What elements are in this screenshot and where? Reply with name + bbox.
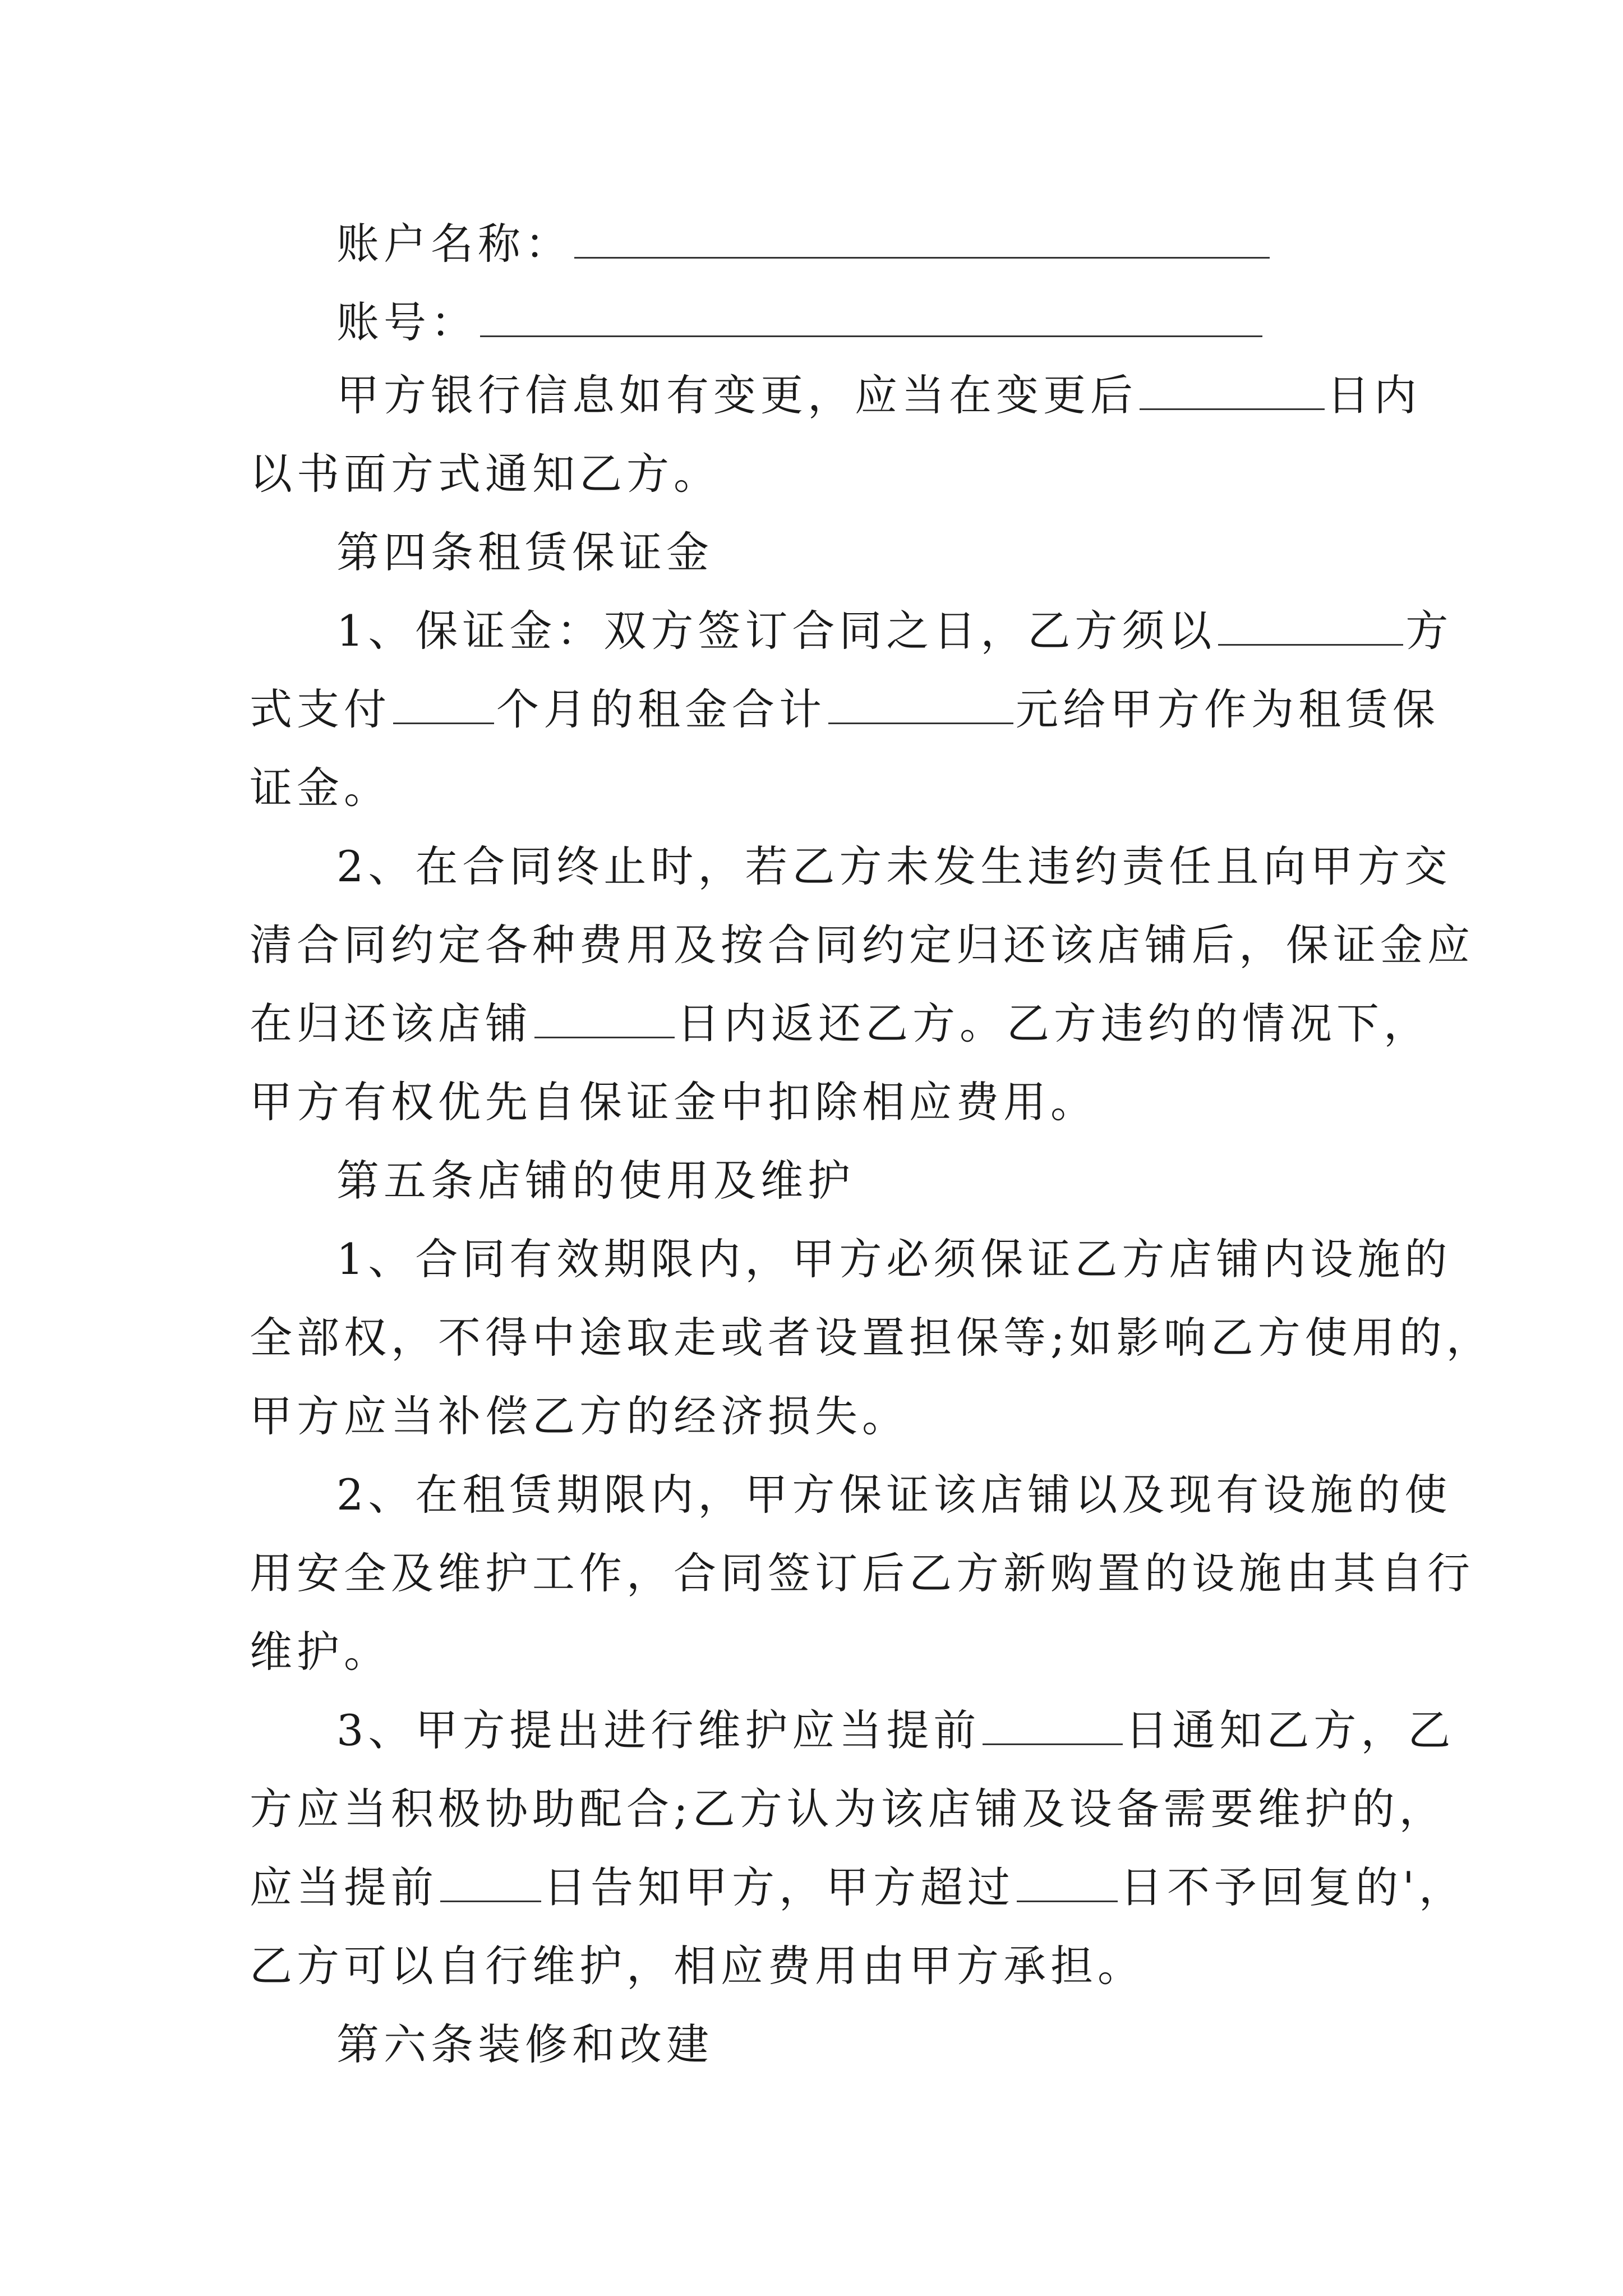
account-name-line [0, 205, 1623, 283]
use-2-line-3 [0, 1613, 1623, 1691]
text-segment: 应当提前 [250, 1862, 438, 1912]
text-segment: 1、保证金：双方签订合同之日，乙方须以 [336, 606, 1216, 656]
text-segment: 日内返还乙方。乙方违约的情况下， [677, 999, 1431, 1048]
months-blank [393, 681, 494, 724]
payment-method-blank [1218, 602, 1403, 646]
bank-change-line-2 [0, 435, 1623, 513]
bank-change-line-1 [0, 356, 1623, 435]
text-segment: 1、合同有效期限内，甲方必须保证乙方店铺内设施的 [336, 1234, 1452, 1284]
text-segment: 甲方有权优先自保证金中扣除相应费用。 [250, 1077, 1098, 1127]
text-segment: 以书面方式通知乙方。 [250, 449, 721, 499]
use-3-line-2 [0, 1770, 1623, 1848]
text-segment: 维护。 [250, 1627, 391, 1677]
days-blank [1140, 367, 1325, 410]
text-segment: 日通知乙方，乙 [1125, 1705, 1455, 1755]
text-segment: 证金。 [250, 763, 391, 813]
text-segment: 个月的租金合计 [496, 684, 826, 734]
return-days-blank [534, 995, 675, 1038]
text-segment: 甲方银行信息如有变更，应当在变更后 [336, 370, 1137, 420]
deposit-2-line-1 [0, 827, 1623, 906]
article-6-heading [0, 2005, 1623, 2084]
deposit-2-line-3 [0, 984, 1623, 1063]
text-segment: 清合同约定各种费用及按合同约定归还该店铺后，保证金应 [250, 920, 1474, 970]
text-segment: 2、在合同终止时，若乙方未发生违约责任且向甲方交 [336, 841, 1452, 891]
use-3-line-4 [0, 1927, 1623, 2005]
amount-blank [828, 681, 1013, 724]
use-3-line-1 [0, 1691, 1623, 1770]
text-segment: 甲方应当补偿乙方的经济损失。 [250, 1391, 909, 1441]
text-segment: 3、甲方提出进行维护应当提前 [336, 1705, 981, 1755]
text-segment: 乙方可以自行维护，相应费用由甲方承担。 [250, 1941, 1145, 1991]
deposit-2-line-2 [0, 906, 1623, 984]
text-segment: 式支付 [250, 684, 391, 734]
text-segment: 日告知甲方，甲方超过 [543, 1862, 1015, 1912]
deposit-2-line-4 [0, 1063, 1623, 1142]
text-segment: 元给甲方作为租赁保 [1016, 684, 1440, 734]
account-name-label: 账户名称： [336, 219, 572, 269]
use-3-line-3 [0, 1848, 1623, 1927]
text-segment: 方 [1405, 606, 1453, 656]
text-segment: 2、在租赁期限内，甲方保证该店铺以及现有设施的使 [336, 1470, 1452, 1520]
text-segment: 日内 [1327, 370, 1421, 420]
account-number-line [0, 283, 1623, 362]
use-1-line-1 [0, 1220, 1623, 1299]
deposit-1-line-2 [0, 670, 1623, 749]
text-segment: 日不予回复的'， [1120, 1862, 1466, 1912]
text-segment: 全部权，不得中途取走或者设置担保等;如影响乙方使用的， [250, 1313, 1493, 1363]
text-segment: 在归还该店铺 [250, 999, 532, 1048]
use-2-line-2 [0, 1534, 1623, 1613]
article-5-heading [0, 1142, 1623, 1220]
use-1-line-3 [0, 1377, 1623, 1456]
section-heading: 第六条装修和改建 [336, 2019, 713, 2069]
section-heading: 第五条店铺的使用及维护 [336, 1156, 855, 1205]
deposit-1-line-3 [0, 749, 1623, 827]
account-name-blank [574, 215, 1270, 259]
text-segment: 方应当积极协助配合;乙方认为该店铺及设备需要维护的， [250, 1784, 1446, 1834]
reply-days-blank [1017, 1859, 1118, 1902]
section-heading: 第四条租赁保证金 [336, 527, 713, 577]
article-4-heading [0, 513, 1623, 592]
account-number-label: 账号： [336, 297, 478, 347]
account-number-blank [480, 294, 1262, 337]
text-segment: 用安全及维护工作，合同签订后乙方新购置的设施由其自行 [250, 1548, 1474, 1598]
inform-days-blank [440, 1859, 541, 1902]
use-1-line-2 [0, 1299, 1623, 1377]
use-2-line-1 [0, 1456, 1623, 1534]
deposit-1-line-1 [0, 592, 1623, 670]
notice-days-blank [983, 1702, 1123, 1745]
